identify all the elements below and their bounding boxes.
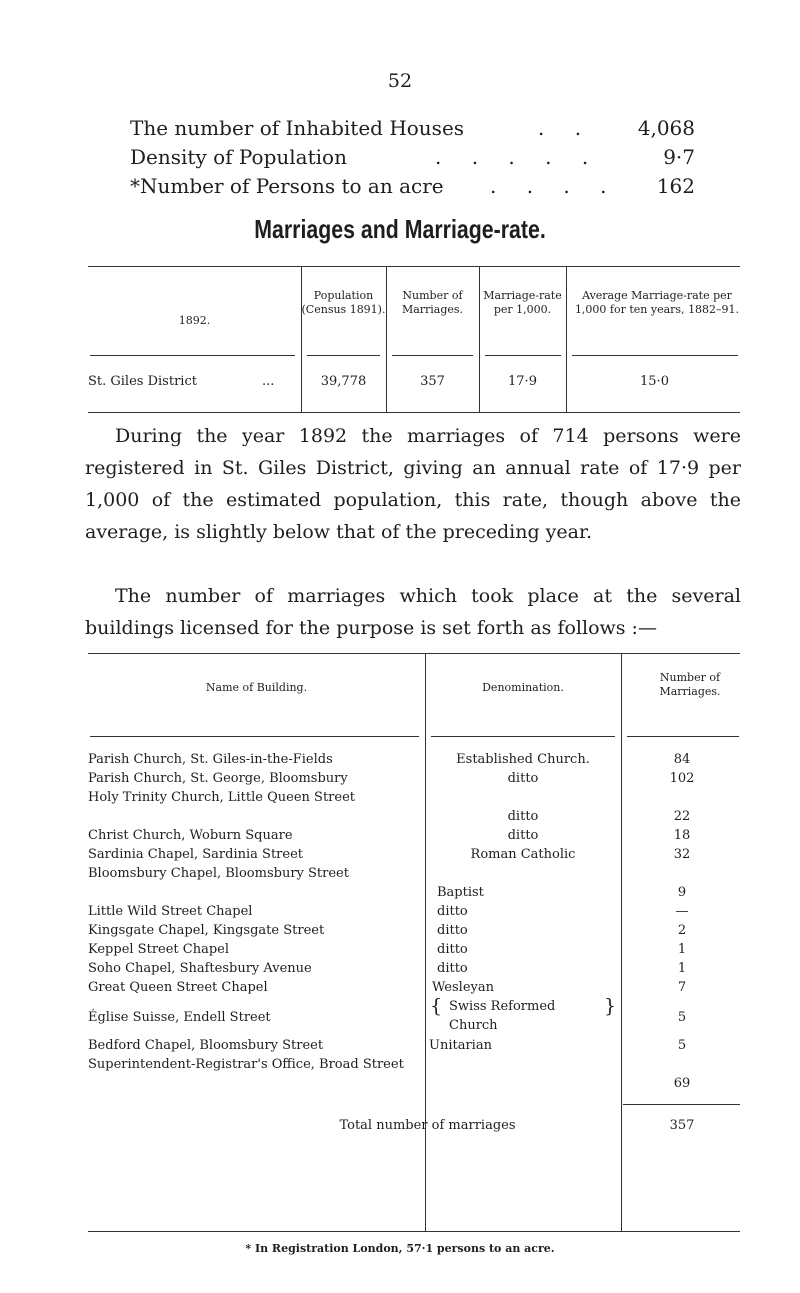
marriage-count: 102 <box>669 771 695 786</box>
marriage-count: 69 <box>673 1076 691 1091</box>
stat-inhabited-houses <box>130 116 695 144</box>
table-rule <box>572 355 738 356</box>
marriage-count: 5 <box>677 1038 687 1053</box>
marriage-count: 84 <box>673 752 691 767</box>
column-header: Number of Marriages. <box>659 671 721 698</box>
stat-label: The number of Inhabited Houses <box>130 116 465 140</box>
marriage-count: 7 <box>677 980 687 995</box>
total-count: 357 <box>669 1118 695 1133</box>
table-rule <box>88 412 740 413</box>
footnote: * In Registration London, 57·1 persons to an acre. <box>245 1242 555 1255</box>
stat-label: *Number of Persons to an acre <box>130 174 444 198</box>
population-value: 39,778 <box>320 374 367 389</box>
building-name: Soho Chapel, Shaftesbury Avenue <box>88 961 312 976</box>
building-name: Bloomsbury Chapel, Bloomsbury Street <box>88 866 349 881</box>
leader-dots: ... <box>262 374 275 389</box>
marriage-count: 1 <box>677 961 687 976</box>
table-rule <box>627 736 739 737</box>
denomination: Wesleyan <box>432 980 494 995</box>
table-rule <box>392 355 473 356</box>
section-heading: Marriages and Marriage-rate. <box>254 214 546 244</box>
denomination: ditto <box>437 923 468 938</box>
stat-value: 4,068 <box>637 116 695 140</box>
table-rule <box>479 266 480 412</box>
column-header: 1892. <box>178 314 211 327</box>
table-rule <box>90 355 295 356</box>
stat-value: 9·7 <box>663 145 695 169</box>
right-brace: } <box>604 995 617 1017</box>
table-rule <box>88 653 740 654</box>
table-rule <box>307 355 380 356</box>
column-header: Denomination. <box>482 681 564 694</box>
marriage-count: 32 <box>673 847 691 862</box>
denomination: ditto <box>437 904 468 919</box>
denomination: Roman Catholic <box>470 847 576 862</box>
leader-dots: . . . . . <box>435 145 601 169</box>
column-header: Number of Marriages. <box>401 289 464 316</box>
table-rule <box>431 736 615 737</box>
table-rule <box>425 653 426 1231</box>
stat-density <box>130 145 695 173</box>
denomination: Baptist <box>437 885 484 900</box>
rate-value: 17·9 <box>508 374 537 389</box>
stat-label: Density of Population <box>130 145 347 169</box>
table-rule <box>301 266 302 412</box>
marriage-count: 22 <box>673 809 691 824</box>
denomination: ditto <box>437 961 468 976</box>
table-rule <box>386 266 387 412</box>
building-name: Superintendent-Registrar's Office, Broad Street <box>88 1057 404 1072</box>
marriage-count: 1 <box>677 942 687 957</box>
marriage-count: 18 <box>673 828 691 843</box>
table-rule <box>566 266 567 412</box>
building-name: Sardinia Chapel, Sardinia Street <box>88 847 303 862</box>
left-brace: { <box>430 995 443 1017</box>
table-rule <box>623 1104 740 1105</box>
denomination: ditto <box>507 828 539 843</box>
building-name: Parish Church, St. George, Bloomsbury <box>88 771 348 786</box>
denomination: Unitarian <box>429 1038 492 1053</box>
denomination: Swiss Reformed Church <box>449 999 556 1033</box>
building-name: Kingsgate Chapel, Kingsgate Street <box>88 923 325 938</box>
total-label: Total number of marriages <box>339 1118 516 1133</box>
denomination: ditto <box>437 942 468 957</box>
marriage-count: 2 <box>677 923 687 938</box>
building-name: Holy Trinity Church, Little Queen Street <box>88 790 355 805</box>
paragraph: The number of marriages which took place at the several buildings licensed for the purpose is set forth as follows :— <box>85 585 741 639</box>
stat-persons-per-acre <box>130 174 695 202</box>
building-name: Bedford Chapel, Bloomsbury Street <box>88 1038 324 1053</box>
denomination: ditto <box>507 809 539 824</box>
page-number: 52 <box>387 70 413 92</box>
building-name: Keppel Street Chapel <box>88 942 230 957</box>
leader-dots: . . <box>538 116 594 140</box>
marriages-value: 357 <box>420 374 445 389</box>
table-rule <box>88 1231 740 1232</box>
denomination: Established Church. <box>456 752 590 767</box>
marriage-count: 5 <box>677 1010 687 1025</box>
column-header: Name of Building. <box>205 681 308 694</box>
stat-value: 162 <box>656 174 695 198</box>
leader-dots: . . . . <box>490 174 619 198</box>
column-header: Population (Census 1891). <box>301 289 386 316</box>
building-name: Christ Church, Woburn Square <box>88 828 293 843</box>
district-name: St. Giles District <box>88 374 197 389</box>
paragraph: During the year 1892 the marriages of 714 persons were registered in St. Giles District, giving an annual rate of 17·9 per 1,000 of the estimated population, this rate, though above the average, is slightly below that of the preceding year. <box>85 425 741 543</box>
column-header: Average Marriage-rate per 1,000 for ten years, 1882–91. <box>574 289 740 316</box>
average-value: 15·0 <box>640 374 669 389</box>
marriage-count: 9 <box>677 885 687 900</box>
denomination: ditto <box>507 771 539 786</box>
marriage-count: — <box>675 904 689 919</box>
table-rule <box>88 266 740 267</box>
table-rule <box>485 355 561 356</box>
building-name: Great Queen Street Chapel <box>88 980 268 995</box>
building-name: Parish Church, St. Giles-in-the-Fields <box>88 752 333 767</box>
column-header: Marriage-rate per 1,000. <box>483 289 562 316</box>
building-name: Église Suisse, Endell Street <box>88 1010 271 1025</box>
table-rule <box>90 736 419 737</box>
building-name: Little Wild Street Chapel <box>88 904 253 919</box>
